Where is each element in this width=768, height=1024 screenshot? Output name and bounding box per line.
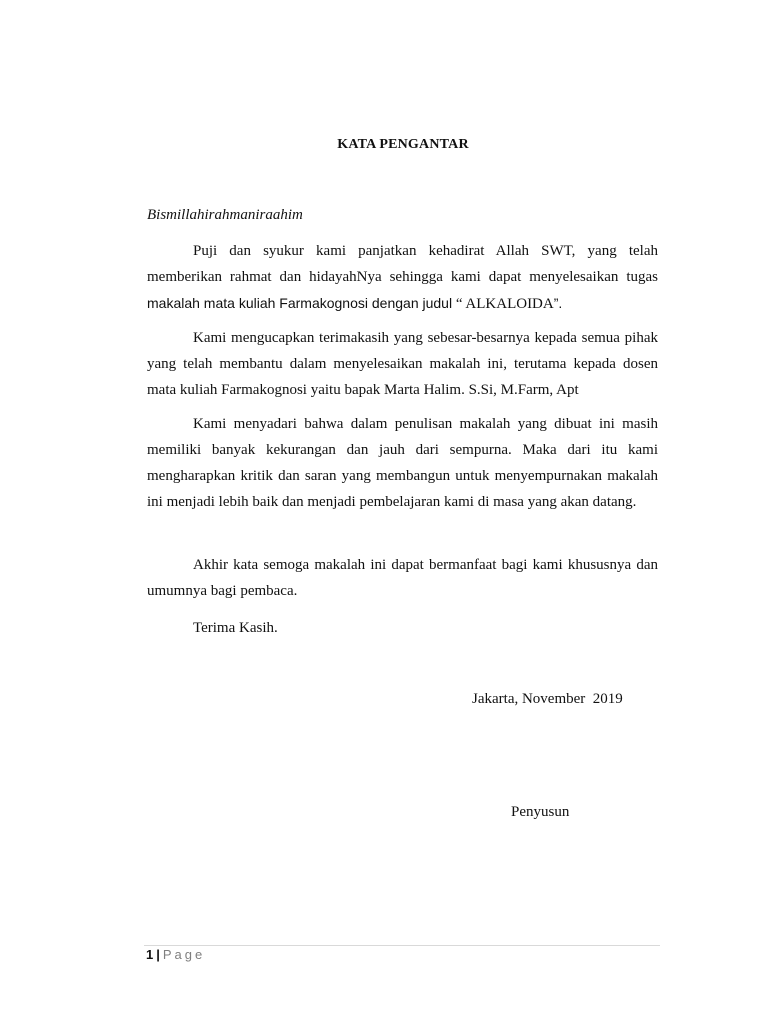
paragraph-1-course: makalah mata kuliah Farmakognosi dengan judul bbox=[147, 295, 453, 311]
place-date: Jakarta, November 2019 bbox=[472, 691, 623, 707]
paragraph-1 bbox=[147, 238, 658, 317]
page-number: 1 bbox=[146, 947, 154, 962]
opening-greeting: Bismillahirahmaniraahim bbox=[147, 207, 303, 223]
page-title: KATA PENGANTAR bbox=[337, 137, 469, 152]
paragraph-1-close: ”. bbox=[553, 295, 563, 311]
page-label: Page bbox=[162, 947, 206, 962]
paragraph-3: Kami menyadari bahwa dalam penulisan makalah yang dibuat ini masih memiliki banyak kekurangan dan jauh dari sempurna. Maka dari itu kami mengharapkan kritik dan saran yang membangun untuk menyempurnakan makalah ini menjadi lebih baik dan menjadi pembelajaran kami di masa yang akan datang. bbox=[147, 416, 658, 510]
footer-separator: | bbox=[156, 947, 160, 962]
footer-divider bbox=[144, 945, 660, 946]
paragraph-1-end: “ ALKALOIDA bbox=[452, 296, 554, 312]
paragraph-5: Terima Kasih. bbox=[193, 620, 278, 636]
paragraph-1-start: Puji dan syukur kami panjatkan kehadirat Allah SWT, yang telah memberikan rahmat dan hidayahNya sehingga kami dapat menyelesaikan tugas bbox=[147, 243, 658, 285]
signer: Penyusun bbox=[511, 804, 570, 820]
paragraph-2: Kami mengucapkan terimakasih yang sebesar-besarnya kepada semua pihak yang telah membantu dalam menyelesaikan makalah ini, terutama kepada dosen mata kuliah Farmakognosi yaitu bapak Marta Halim. S.Si, M.Farm, Apt bbox=[147, 330, 658, 398]
page-footer bbox=[146, 947, 205, 962]
paragraph-4: Akhir kata semoga makalah ini dapat bermanfaat bagi kami khususnya dan umumnya bagi pembaca. bbox=[147, 557, 658, 599]
